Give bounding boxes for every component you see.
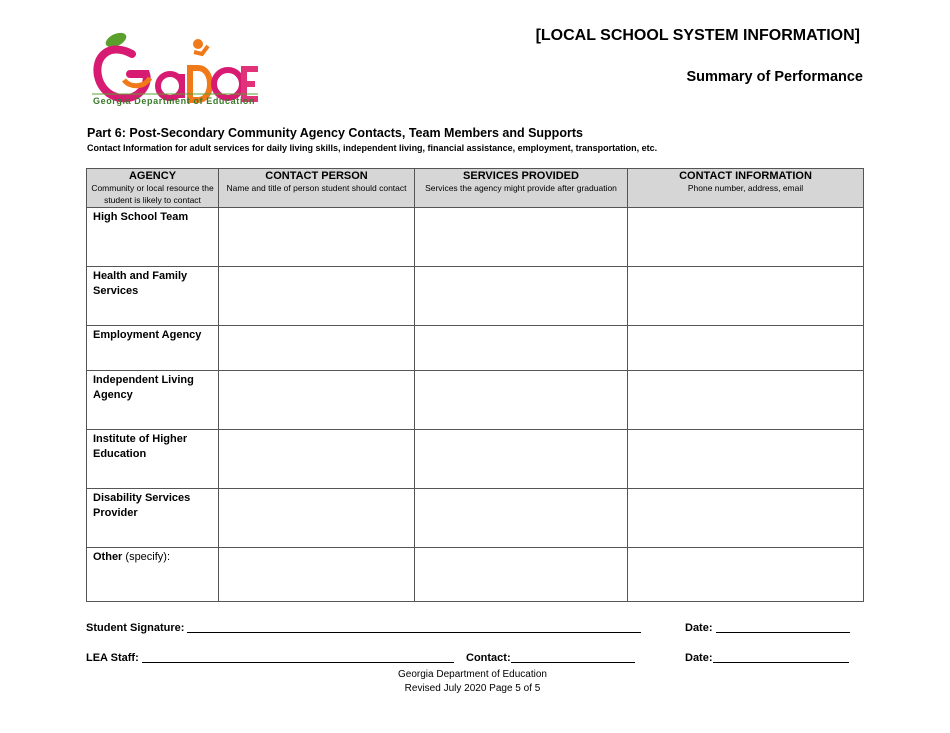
date-label-2: Date: xyxy=(685,652,713,664)
contact-field[interactable] xyxy=(511,650,635,663)
table-row xyxy=(87,267,864,326)
lea-staff-label: LEA Staff: xyxy=(86,652,139,664)
column-header-label: AGENCY xyxy=(128,170,177,182)
section-title: Part 6: Post-Secondary Community Agency Contacts, Team Members and Supports xyxy=(87,126,583,140)
date-label: Date: xyxy=(685,622,713,634)
footer-organization: Georgia Department of Education xyxy=(398,669,547,680)
table-header-row xyxy=(87,169,864,208)
services-provided-cell[interactable] xyxy=(415,326,628,371)
table-row xyxy=(87,548,864,602)
row-label: Employment Agency xyxy=(93,329,202,341)
contact-information-cell[interactable] xyxy=(628,430,864,489)
column-header-sublabel: Community or local resource the student is likely to contact xyxy=(91,183,214,205)
date-field[interactable] xyxy=(716,620,850,633)
services-provided-cell[interactable] xyxy=(415,430,628,489)
column-header-sublabel: Services the agency might provide after graduation xyxy=(425,183,617,193)
services-provided-cell[interactable] xyxy=(415,548,628,602)
column-header-sublabel: Phone number, address, email xyxy=(687,183,804,193)
contact-person-cell[interactable] xyxy=(219,489,415,548)
date-line-2 xyxy=(685,650,849,664)
column-header-services-provided xyxy=(415,169,628,208)
lea-staff-field[interactable] xyxy=(142,650,454,663)
table-row xyxy=(87,489,864,548)
row-label-cell xyxy=(87,489,219,548)
row-label-suffix: (specify): xyxy=(122,551,171,563)
date-field-2[interactable] xyxy=(713,650,849,663)
page-header-subtitle: Summary of Performance xyxy=(686,69,863,85)
contact-information-cell[interactable] xyxy=(628,548,864,602)
row-label-cell xyxy=(87,430,219,489)
contact-label: Contact: xyxy=(466,652,511,664)
contact-person-cell[interactable] xyxy=(219,208,415,267)
row-label: Independent Living Agency xyxy=(93,374,194,401)
row-label: Disability Services Provider xyxy=(93,492,191,519)
column-header-label: CONTACT PERSON xyxy=(265,170,368,182)
column-header-label: CONTACT INFORMATION xyxy=(679,170,812,182)
contact-person-cell[interactable] xyxy=(219,267,415,326)
row-label-cell xyxy=(87,267,219,326)
services-provided-cell[interactable] xyxy=(415,371,628,430)
page-header-title: [LOCAL SCHOOL SYSTEM INFORMATION] xyxy=(535,27,860,44)
row-label: Health and Family Services xyxy=(93,270,188,297)
contact-person-cell[interactable] xyxy=(219,326,415,371)
table-row xyxy=(87,430,864,489)
contact-person-cell[interactable] xyxy=(219,548,415,602)
contact-information-cell[interactable] xyxy=(628,371,864,430)
student-signature-field[interactable] xyxy=(187,620,641,633)
contact-information-cell[interactable] xyxy=(628,267,864,326)
row-label xyxy=(87,548,218,565)
table-row xyxy=(87,208,864,267)
agency-contacts-table xyxy=(86,168,864,602)
row-label: Institute of Higher Education xyxy=(93,433,188,460)
row-label-bold: Other xyxy=(93,551,123,563)
services-provided-cell[interactable] xyxy=(415,208,628,267)
contact-person-cell[interactable] xyxy=(219,371,415,430)
date-line xyxy=(685,620,850,634)
contact-line xyxy=(466,650,635,664)
logo-subtext: Georgia Department of Education xyxy=(93,96,256,106)
student-signature-label: Student Signature: xyxy=(86,622,185,634)
contact-person-cell[interactable] xyxy=(219,430,415,489)
row-label-cell xyxy=(87,371,219,430)
student-signature-line xyxy=(86,620,641,634)
lea-staff-line xyxy=(86,650,454,664)
row-label-cell xyxy=(87,326,219,371)
column-header-sublabel: Name and title of person student should contact xyxy=(226,183,407,193)
contact-information-cell[interactable] xyxy=(628,489,864,548)
contact-information-cell[interactable] xyxy=(628,326,864,371)
footer-revision: Revised July 2020 Page 5 of 5 xyxy=(404,683,541,694)
row-label-cell xyxy=(87,548,219,602)
table-row xyxy=(87,371,864,430)
section-description: Contact Information for adult services for daily living skills, independent living, financial assistance, employment, transportation, etc. xyxy=(87,143,658,153)
services-provided-cell[interactable] xyxy=(415,267,628,326)
contact-information-cell[interactable] xyxy=(628,208,864,267)
table-row xyxy=(87,326,864,371)
services-provided-cell[interactable] xyxy=(415,489,628,548)
column-header-contact-information xyxy=(628,169,864,208)
row-label-cell xyxy=(87,208,219,267)
column-header-label: SERVICES PROVIDED xyxy=(463,170,579,182)
row-label: High School Team xyxy=(93,211,189,223)
column-header-agency xyxy=(87,169,219,208)
column-header-contact-person xyxy=(219,169,415,208)
